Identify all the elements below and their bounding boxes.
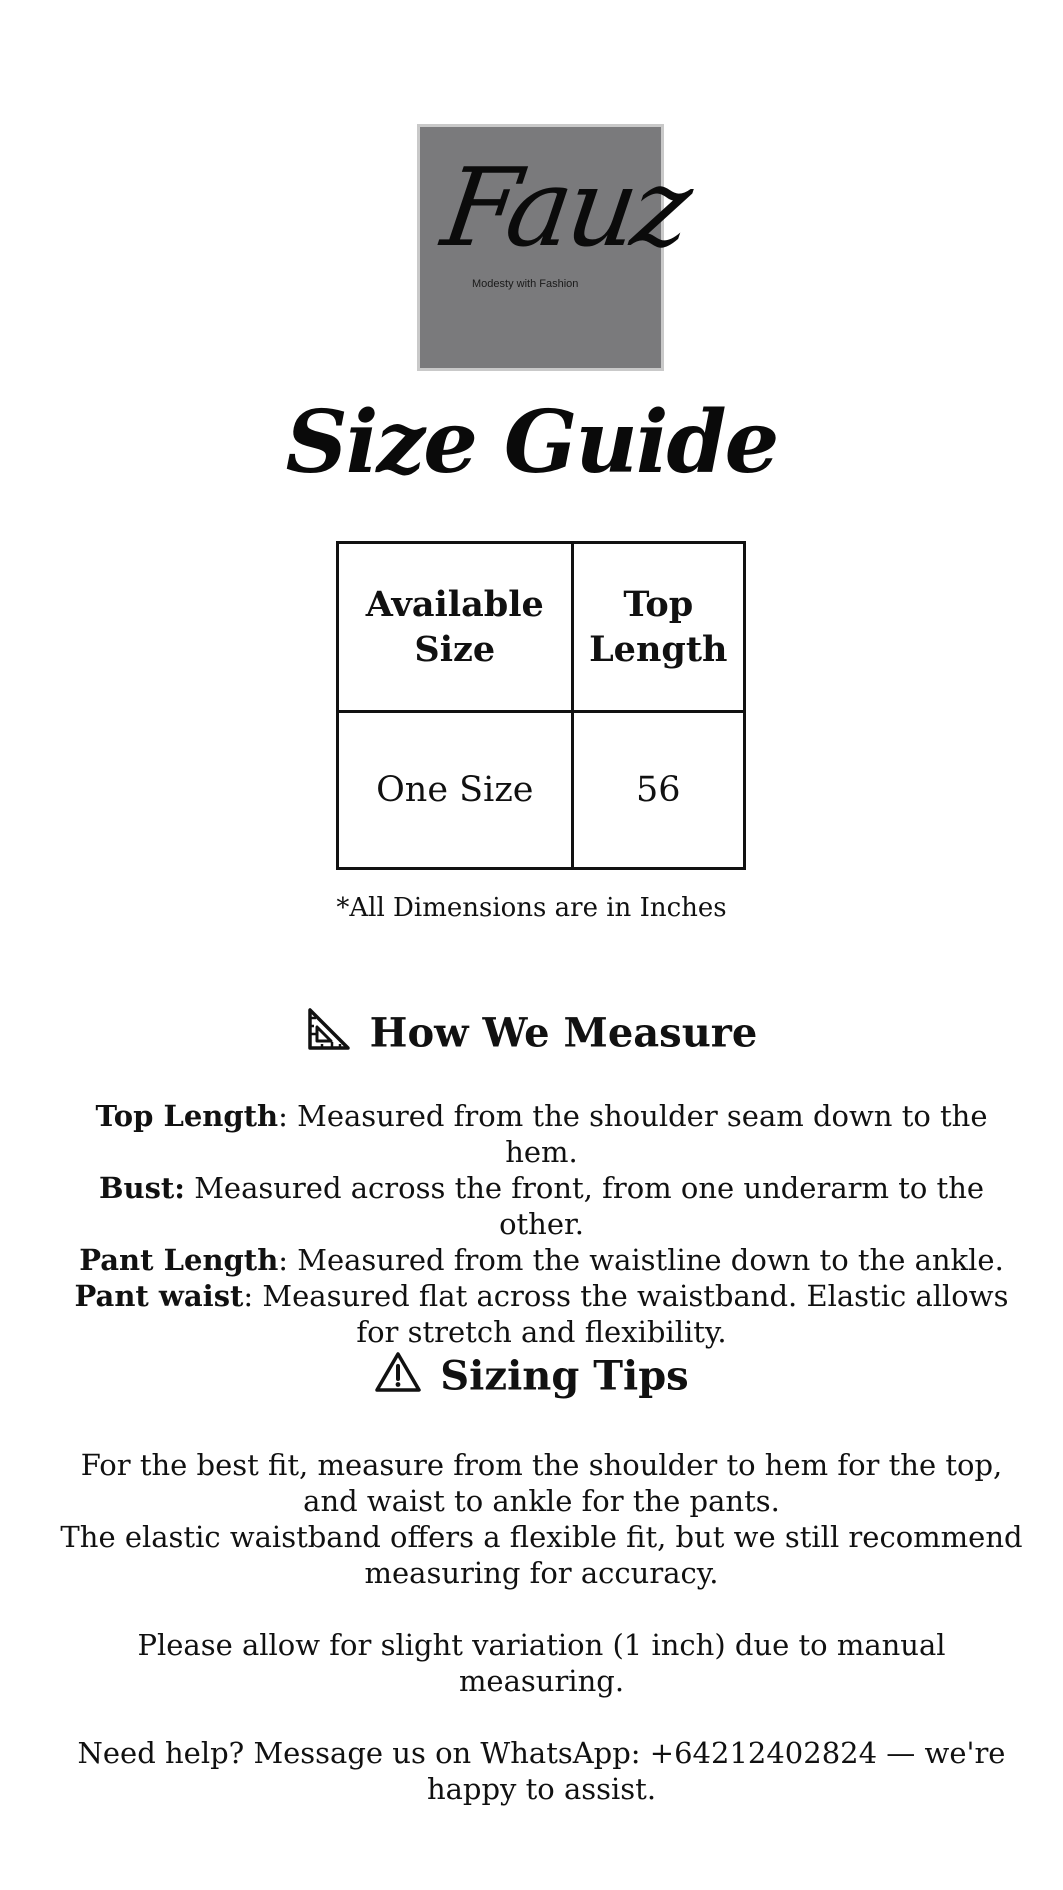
measure-term: Top Length xyxy=(95,1099,279,1133)
header-line: Top xyxy=(623,584,694,625)
sizing-tips-text xyxy=(60,1447,1023,1807)
measure-term: Pant Length xyxy=(79,1243,279,1277)
logo-script-text: Fauz xyxy=(435,146,696,271)
measure-item xyxy=(60,1278,1023,1350)
tip-line: For the best fit, measure from the shoulder to hem for the top, and waist to ankle for the pants. xyxy=(80,1448,1003,1518)
page-title: Size Guide xyxy=(285,392,778,493)
tip-line: Need help? Message us on WhatsApp: +64212402824 — we're happy to assist. xyxy=(77,1736,1006,1806)
measure-text: Measured across the front, from one underarm to the other. xyxy=(185,1171,985,1241)
measure-sep: : xyxy=(243,1279,254,1313)
header-line: Size xyxy=(414,629,496,670)
sizing-tips-title: Sizing Tips xyxy=(440,1352,689,1400)
measure-item xyxy=(60,1098,1023,1170)
warning-icon xyxy=(374,1350,422,1401)
table-header-row xyxy=(338,543,745,712)
measure-text: Measured flat across the waistband. Elastic allows for stretch and flexibility. xyxy=(253,1279,1009,1349)
measure-item xyxy=(60,1170,1023,1242)
sizing-tips-heading xyxy=(0,1354,1063,1405)
tip-line: The elastic waistband offers a flexible fit, but we still recommend measuring for accuracy. xyxy=(60,1520,1023,1590)
spacer xyxy=(60,1699,1023,1735)
size-table xyxy=(336,541,746,870)
tip-line: Please allow for slight variation (1 inch) due to manual measuring. xyxy=(137,1628,946,1698)
dimensions-note: *All Dimensions are in Inches xyxy=(336,893,727,923)
measure-sep: : xyxy=(278,1243,289,1277)
measure-term: Pant waist xyxy=(74,1279,244,1313)
measure-text: Measured from the shoulder seam down to the hem. xyxy=(287,1099,988,1169)
how-we-measure-heading xyxy=(0,1010,1063,1063)
spacer xyxy=(60,1591,1023,1627)
measure-definitions xyxy=(60,1098,1023,1350)
ruler-triangle-icon xyxy=(306,1006,352,1059)
header-line: Available xyxy=(365,584,544,625)
cell-size: One Size xyxy=(338,712,573,869)
measure-term: Bust: xyxy=(98,1171,185,1205)
brand-logo xyxy=(420,127,696,368)
measure-item xyxy=(60,1242,1023,1278)
logo-tagline: Modesty with Fashion xyxy=(472,278,579,290)
cell-top-length: 56 xyxy=(572,712,744,869)
table-row xyxy=(338,712,745,869)
header-available-size xyxy=(338,543,573,712)
header-top-length xyxy=(572,543,744,712)
how-we-measure-title: How We Measure xyxy=(369,1009,758,1057)
measure-text: Measured from the waistline down to the ankle. xyxy=(288,1243,1004,1277)
measure-sep: : xyxy=(278,1099,288,1133)
header-line: Length xyxy=(589,629,728,670)
